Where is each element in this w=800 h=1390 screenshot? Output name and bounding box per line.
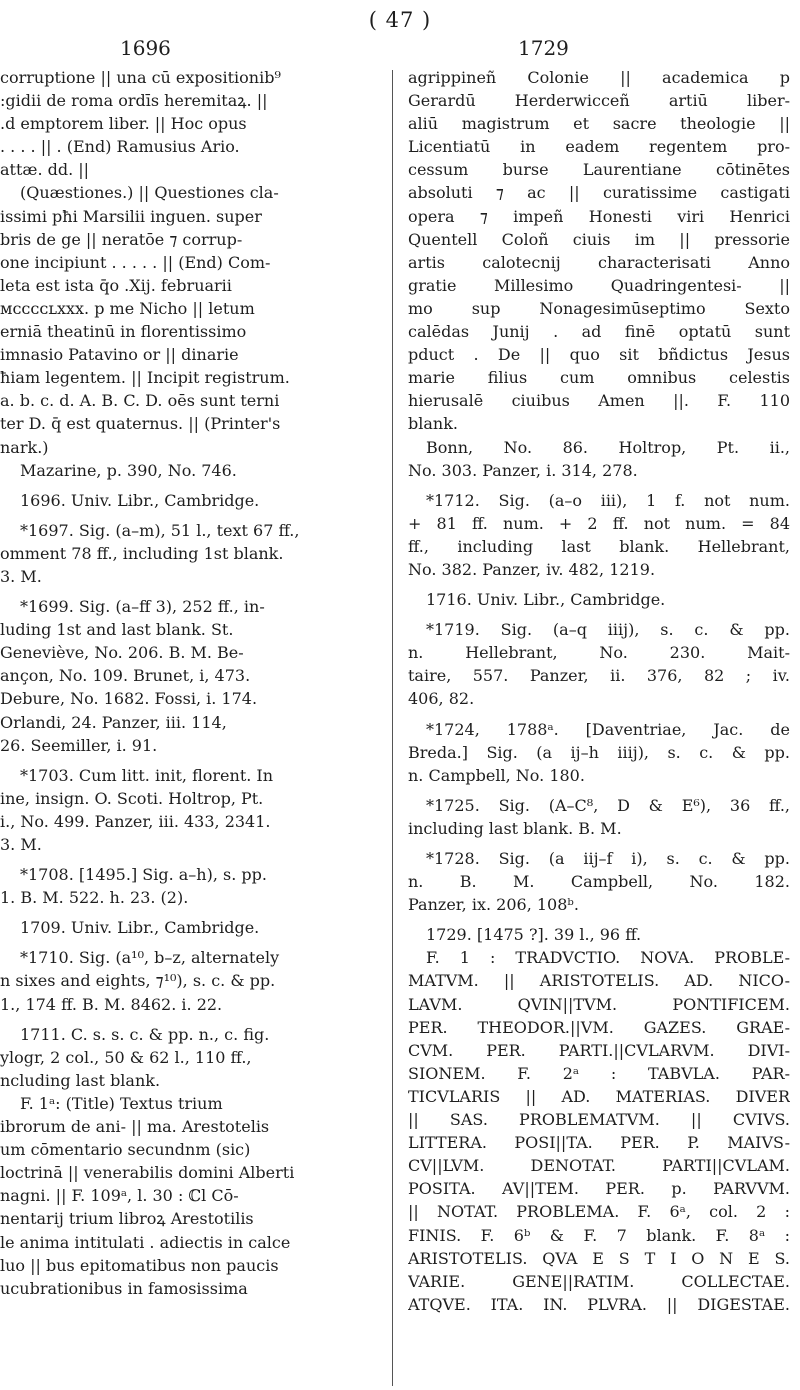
- text-line: nentarij trium libroꝝ Arestotilis: [0, 1209, 254, 1229]
- text-line: POSITA. AV||TEM. PER. p. PARVVM.: [408, 1179, 790, 1199]
- text-line: gratie Millesimo Quadringentesi- ||: [408, 275, 790, 295]
- text-line: agrippineñ Colonie || academica p: [408, 68, 790, 87]
- text-line: 1729. [1475 ?]. 39 l., 96 ff.: [426, 925, 642, 945]
- text-line: Panzer, ix. 206, 108ᵇ.: [408, 895, 579, 915]
- text-line: SIONEM. F. 2ᵃ : TABVLA. PAR-: [408, 1063, 790, 1083]
- text-line: || NOTAT. PROBLEMA. F. 6ᵃ, col. 2 :: [408, 1202, 790, 1222]
- right-column-year: 1729: [518, 36, 569, 60]
- text-line: corruptione || una cū expositionib⁹: [0, 68, 281, 87]
- text-line: :gidii de roma ordīs heremitaꝝ. ||: [0, 91, 268, 111]
- text-line: . . . . || . (End) Ramusius Ario.: [0, 137, 240, 157]
- text-line: ucubrationibus in famosissima: [0, 1278, 248, 1298]
- text-line: 406, 82.: [408, 689, 475, 709]
- left-column: [0, 66, 378, 1300]
- text-line: luding 1st and last blank. St.: [0, 620, 234, 640]
- text-line: including last blank. B. M.: [408, 818, 622, 838]
- text-line: 1., 174 ff. B. M. 8462. i. 22.: [0, 994, 223, 1014]
- text-line: calēdas Junij . ad finē optatū sunt: [408, 322, 790, 342]
- text-line: loctrinā || venerabilis domini Alberti: [0, 1163, 295, 1183]
- text-line: Quentell Coloñ ciuis im || pressorie: [408, 229, 790, 249]
- text-line: hierusalē ciuibus Amen ||. F. 110: [408, 391, 790, 411]
- left-column-year: 1696: [120, 36, 171, 60]
- text-line: cessum burse Laurentiane cōtinētes: [408, 160, 790, 180]
- text-line: CV||LVM. DENOTAT. PARTI||CVLAM.: [408, 1156, 790, 1176]
- page-number: ( 47 ): [368, 8, 432, 32]
- text-line: Gerardū Herderwicceñ artiū liber-: [408, 91, 790, 111]
- text-line: ff., including last blank. Hellebrant,: [408, 536, 790, 556]
- text-line: attæ. dd. ||: [0, 160, 90, 180]
- text-line: *1697. Sig. (a–m), 51 l., text 67 ff.,: [20, 520, 300, 540]
- text-line: leta est ista q̄o .Xij. februarii: [0, 275, 232, 295]
- text-line: 1. B. M. 522. h. 23. (2).: [0, 888, 189, 908]
- text-line: 26. Seemiller, i. 91.: [0, 735, 158, 755]
- text-line: Bonn, No. 86. Holtrop, Pt. ii.,: [426, 437, 790, 457]
- text-line: omment 78 ff., including 1st blank.: [0, 543, 284, 563]
- text-line: 1709. Univ. Libr., Cambridge.: [20, 918, 260, 938]
- text-line: a. b. c. d. A. B. C. D. oēs sunt terni: [0, 391, 280, 411]
- text-line: n. B. M. Campbell, No. 182.: [408, 872, 790, 892]
- text-line: *1712. Sig. (a–o iii), 1 f. not num.: [426, 490, 790, 510]
- text-line: pduct . De || quo sit bñdictus Jesus: [408, 345, 790, 365]
- text-line: VARIE. GENE||RATIM. COLLECTAE.: [408, 1271, 790, 1291]
- text-line: n. Campbell, No. 180.: [408, 765, 585, 785]
- text-line: 1711. C. s. s. c. & pp. n., c. fig.: [20, 1024, 270, 1044]
- text-line: Debure, No. 1682. Fossi, i. 174.: [0, 689, 258, 709]
- text-line: ter D. q̄ est quaternus. || (Printer's: [0, 414, 281, 434]
- text-line: *1708. [1495.] Sig. a–h), s. pp.: [20, 865, 267, 885]
- text-line: No. 382. Panzer, iv. 482, 1219.: [408, 559, 656, 579]
- text-line: *1703. Cum litt. init, florent. In: [20, 765, 274, 785]
- text-line: PER. THEODOR.||VM. GAZES. GRAE-: [408, 1017, 790, 1037]
- text-line: le anima intitulati . adiectis in calce: [0, 1232, 291, 1252]
- text-line: ħiam legentem. || Incipit registrum.: [0, 368, 290, 388]
- text-line: *1699. Sig. (a–ff 3), 252 ff., in-: [20, 597, 265, 617]
- text-line: mo sup Nonagesimūseptimo Sexto: [408, 298, 790, 318]
- text-line: FINIS. F. 6ᵇ & F. 7 blank. F. 8ᵃ :: [408, 1225, 790, 1245]
- text-line: luo || bus epitomatibus non paucis: [0, 1255, 279, 1275]
- text-line: Breda.] Sig. (a ij–h iiij), s. c. & pp.: [408, 742, 790, 762]
- text-line: i., No. 499. Panzer, iii. 433, 2341.: [0, 811, 271, 831]
- text-line: issimi pħi Marsilii inguen. super: [0, 206, 262, 226]
- text-line: ᴍᴄᴄᴄᴄʟxxx. p me Nicho || letum: [0, 298, 255, 318]
- text-line: ATQVE. ITA. IN. PLVRA. || DIGESTAE.: [408, 1294, 790, 1314]
- text-line: absoluti ⁊ ac || curatissime castigati: [408, 183, 790, 203]
- text-line: um cōmentario secundnm (sic): [0, 1140, 251, 1160]
- text-line: one incipiunt . . . . . || (End) Com-: [0, 252, 271, 272]
- text-line: Orlandi, 24. Panzer, iii. 114,: [0, 712, 227, 732]
- text-line: LAVM. QVIN||TVM. PONTIFICEM.: [408, 994, 790, 1014]
- text-line: aliū magistrum et sacre theologie ||: [408, 114, 790, 134]
- column-divider: [392, 70, 393, 1386]
- text-line: *1725. Sig. (A–C⁸, D & E⁶), 36 ff.,: [426, 795, 790, 815]
- text-line: Licentiatū in eadem regentem pro-: [408, 137, 790, 157]
- text-line: *1719. Sig. (a–q iiij), s. c. & pp.: [426, 620, 790, 640]
- text-line: MATVM. || ARISTOTELIS. AD. NICO-: [408, 971, 790, 991]
- text-line: taire, 557. Panzer, ii. 376, 82 ; iv.: [408, 666, 790, 686]
- text-line: Geneviève, No. 206. B. M. Be-: [0, 643, 244, 663]
- text-line: ylogr, 2 col., 50 & 62 l., 110 ff.,: [0, 1047, 252, 1067]
- text-line: Mazarine, p. 390, No. 746.: [20, 460, 237, 480]
- text-line: + 81 ff. num. + 2 ff. not num. = 84: [408, 513, 790, 533]
- text-line: .d emptorem liber. || Hoc opus: [0, 114, 247, 134]
- text-line: F. 1 : TRADVCTIO. NOVA. PROBLE-: [426, 948, 790, 968]
- text-line: F. 1ᵃ: (Title) Textus trium: [20, 1093, 223, 1113]
- text-line: ncluding last blank.: [0, 1070, 161, 1090]
- text-line: 1696. Univ. Libr., Cambridge.: [20, 490, 260, 510]
- text-line: LITTERA. POSI||TA. PER. P. MAIVS-: [408, 1133, 790, 1153]
- text-line: *1724, 1788ᵃ. [Daventriae, Jac. de: [426, 719, 790, 739]
- text-line: n. Hellebrant, No. 230. Mait-: [408, 643, 790, 663]
- text-line: artis calotecnij characterisati Anno: [408, 252, 790, 272]
- text-line: erniā theatinū in florentissimo: [0, 322, 247, 342]
- text-line: || SAS. PROBLEMATVM. || CVIVS.: [408, 1110, 790, 1130]
- text-line: opera ⁊ impeñ Honesti viri Henrici: [408, 206, 790, 226]
- text-line: bris de ge || neratōe ⁊ corrup-: [0, 229, 243, 249]
- text-line: nagni. || F. 109ᵃ, l. 30 : ℂl Cō-: [0, 1186, 239, 1206]
- text-line: blank.: [408, 414, 458, 434]
- text-line: 3. M.: [0, 835, 42, 854]
- right-column: [408, 66, 790, 1316]
- text-line: *1710. Sig. (a¹⁰, b–z, alternately: [20, 948, 280, 968]
- text-line: ançon, No. 109. Brunet, i, 473.: [0, 666, 251, 686]
- text-line: *1728. Sig. (a iij–f i), s. c. & pp.: [426, 849, 790, 868]
- text-line: CVM. PER. PARTI.||CVLARVM. DIVI-: [408, 1040, 790, 1060]
- text-line: ARISTOTELIS. QVA E S T I O N E S.: [408, 1248, 790, 1268]
- text-line: nark.): [0, 437, 49, 457]
- text-line: (Quæstiones.) || Questiones cla-: [20, 183, 279, 203]
- text-line: No. 303. Panzer, i. 314, 278.: [408, 460, 638, 480]
- text-line: ine, insign. O. Scoti. Holtrop, Pt.: [0, 788, 264, 808]
- text-line: n sixes and eights, ⁊¹⁰), s. c. & pp.: [0, 971, 276, 991]
- text-line: marie filius cum omnibus celestis: [408, 368, 790, 388]
- text-line: 3. M.: [0, 566, 42, 586]
- text-line: 1716. Univ. Libr., Cambridge.: [426, 590, 666, 610]
- text-line: ibrorum de ani- || ma. Arestotelis: [0, 1117, 270, 1137]
- text-line: TICVLARIS || AD. MATERIAS. DIVER: [408, 1086, 790, 1106]
- text-line: imnasio Patavino or || dinarie: [0, 345, 239, 365]
